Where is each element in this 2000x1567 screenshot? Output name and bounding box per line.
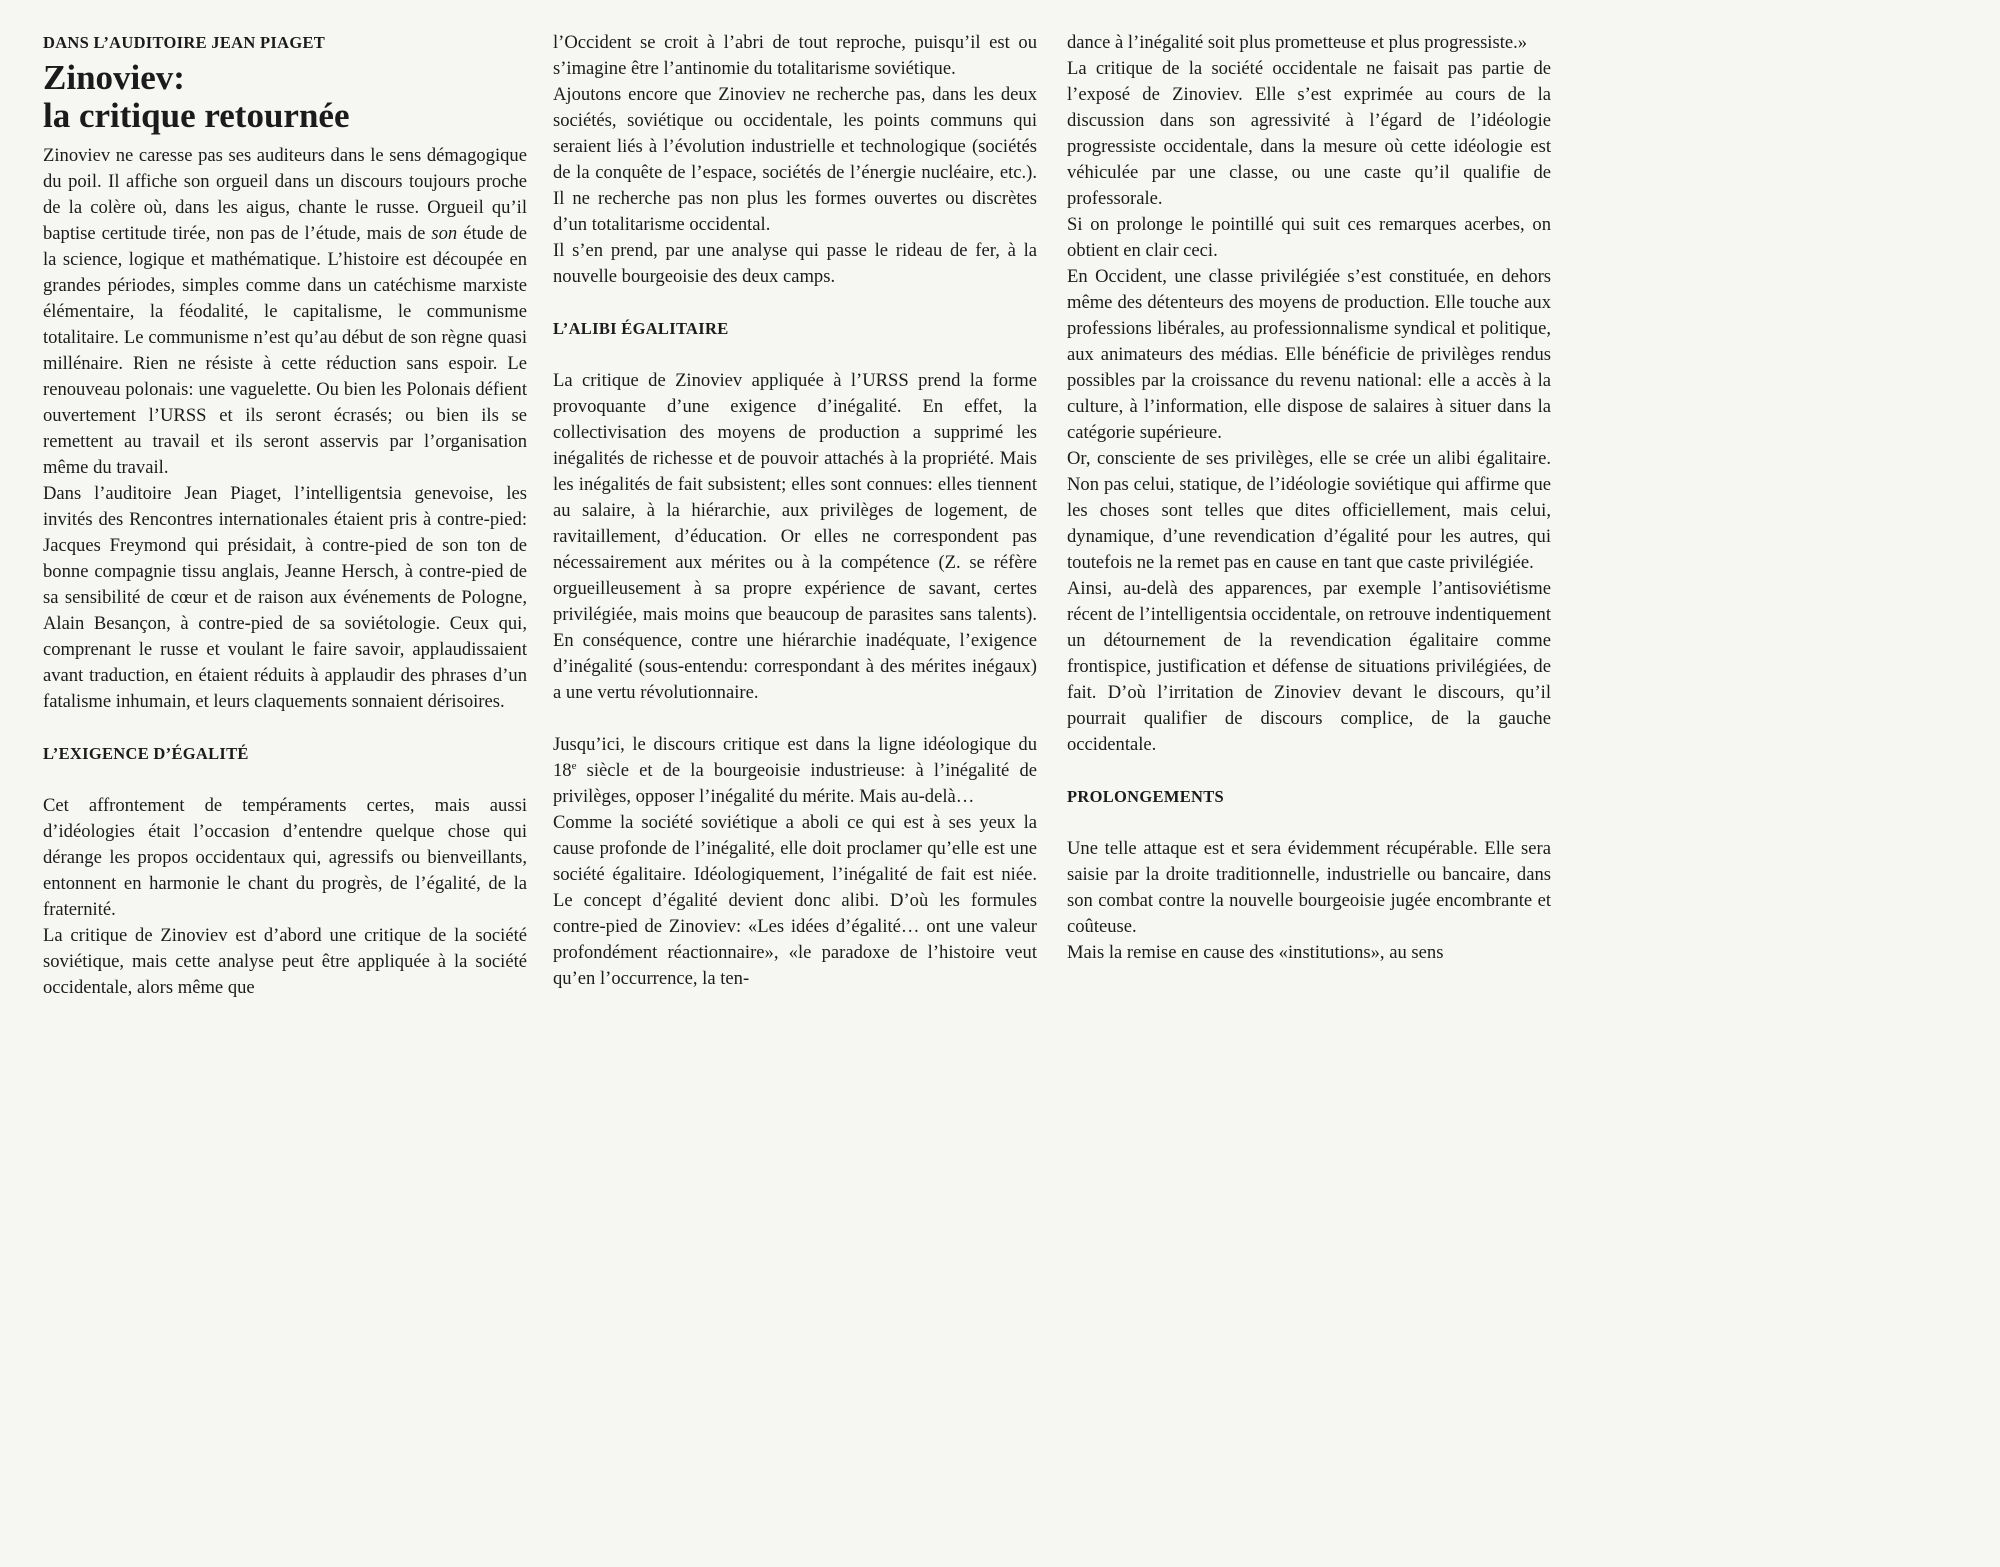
paragraph: l’Occident se croit à l’abri de tout reproche, puisqu’il est ou s’imagine être l’antinomie du totalitarisme soviétique.: [553, 32, 1037, 79]
paragraph: Une telle attaque est et sera évidemment récupérable. Elle sera saisie par la droite traditionnelle, industrielle ou bancaire, dans son combat contre la nouvelle bourgeoisie jugée encombrante et coûteuse.: [1067, 838, 1551, 937]
section-heading-alibi: L’ALIBI ÉGALITAIRE: [553, 319, 729, 338]
headline-line-1: Zinoviev:: [43, 58, 185, 97]
column-2: [553, 30, 1037, 992]
section-heading-prolongements: PROLONGEMENTS: [1067, 787, 1225, 806]
paragraph: Comme la société soviétique a aboli ce qui est à ses yeux la cause profonde de l’inégalité, elle doit proclamer qu’elle est une société égalitaire. Idéologiquement, l’inégalité de fait est niée. Le concept d’égalité devient donc alibi. D’où les formules contre-pied de Zinoviev: «Les idées d’égalité… ont une valeur profondément réactionnaire», «le paradoxe de l’histoire veut qu’en l’occurrence, la ten-: [553, 812, 1037, 989]
paragraph: [43, 143, 527, 481]
paragraph-text: étude de la science, logique et mathématique. L’histoire est découpée en grandes périodes, simples comme dans un catéchisme marxiste élémentaire, la féodalité, le capitalisme, le communisme totalitaire. Le communisme n’est qu’au début de son règne quasi millénaire. Rien ne résiste à cette réduction sans espoir. Le renouveau polonais: une vaguelette. Ou bien les Polonais défient ouvertement l’URSS et ils seront écrasés; ou bien ils se remettent au travail et ils seront asservis par l’organisation même du travail.: [43, 223, 527, 478]
headline-line-2: la critique retournée: [43, 96, 350, 135]
paragraph-text: Jusqu’ici, le discours critique est dans la ligne idéologique du 18: [553, 734, 1037, 781]
paragraph-text: siècle et de la bourgeoisie industrieuse: à l’inégalité de privilèges, opposer l’inégalité du mérite. Mais au-delà…: [553, 760, 1037, 807]
paragraph: La critique de Zinoviev est d’abord une critique de la société soviétique, mais cette analyse peut être appliquée à la société occidentale, alors même que: [43, 925, 527, 998]
paragraph: dance à l’inégalité soit plus prometteuse et plus progressiste.»: [1067, 32, 1528, 53]
paragraph: Mais la remise en cause des «institutions», au sens: [1067, 942, 1444, 963]
paragraph: La critique de la société occidentale ne faisait pas partie de l’exposé de Zinoviev. Elle s’est exprimée au cours de la discussion dans son agressivité à l’égard de l’idéologie progressiste occidentale, dans la mesure où cette idéologie est véhiculée par une classe, ou une caste qu’il qualifie de professorale.: [1067, 58, 1551, 209]
paragraph: Ainsi, au-delà des apparences, par exemple l’antisoviétisme récent de l’intelligentsia occidentale, on retrouve indentiquement un détournement de la revendication égalitaire comme frontispice, justification et défense de situations privilégiées, de fait. D’où l’irritation de Zinoviev devant le discours, qu’il pourrait qualifier de discours complice, de la gauche occidentale.: [1067, 578, 1551, 755]
paragraph: En Occident, une classe privilégiée s’est constituée, en dehors même des détenteurs des moyens de production. Elle touche aux professions libérales, au professionnalisme syndical et politique, aux animateurs des médias. Elle bénéficie de privilèges rendus possibles par la croissance du revenu national: elle a accès à la culture, à l’information, elle dispose de salaires à situer dans la catégorie supérieure.: [1067, 266, 1551, 443]
superscript-e: e: [571, 759, 577, 772]
paragraph: [553, 732, 1037, 810]
paragraph: La critique de Zinoviev appliquée à l’URSS prend la forme provoquante d’une exigence d’inégalité. En effet, la collectivisation des moyens de production a supprimé les inégalités de richesse et de pouvoir attachés à la propriété. Mais les inégalités de fait subsistent; elles sont connues: elles tiennent au salaire, à la hiérarchie, aux privilèges de logement, de ravitaillement, d’éducation. Or elles ne correspondent pas nécessairement aux mérites ou à la compétence (Z. se réfère orgueilleusement à sa propre expérience de savant, certes privilégiée, mais moins que beaucoup de parasites sans talents). En conséquence, contre une hiérarchie inadéquate, l’exigence d’inégalité (sous-entendu: correspondant à des mérites inégaux) a une vertu révolutionnaire.: [553, 370, 1037, 703]
section-heading-exigence: L’EXIGENCE D’ÉGALITÉ: [43, 744, 249, 763]
paragraph: Dans l’auditoire Jean Piaget, l’intelligentsia genevoise, les invités des Rencontres internationales étaient pris à contre-pied: Jacques Freymond qui présidait, à contre-pied de son ton de bonne compagnie tissu anglais, Jeanne Hersch, à contre-pied de sa sensibilité de cœur et de raison aux événements de Pologne, Alain Besançon, à contre-pied de sa soviétologie. Ceux qui, comprenant le russe et voulant le faire savoir, applaudissaient avant traduction, en étaient réduits à applaudir des phrases d’un fatalisme inhumain, et leurs claquements sonnaient dérisoires.: [43, 483, 527, 712]
emphasis-son: son: [431, 223, 458, 244]
paragraph: Or, consciente de ses privilèges, elle se crée un alibi égalitaire. Non pas celui, statique, de l’idéologie soviétique qui affirme que les choses sont telles que dites officiellement, mais celui, dynamique, d’une revendication d’égalité pour les autres, qui toutefois ne la remet pas en cause en tant que caste privilégiée.: [1067, 448, 1551, 573]
paragraph: Ajoutons encore que Zinoviev ne recherche pas, dans les deux sociétés, soviétique ou occidentale, les points communs qui seraient liés à l’évolution industrielle et technologique (sociétés de la conquête de l’espace, sociétés de l’énergie nucléaire, etc.). Il ne recherche pas non plus les formes ouvertes ou discrètes d’un totalitarisme occidental.: [553, 84, 1037, 235]
paragraph: Si on prolonge le pointillé qui suit ces remarques acerbes, on obtient en clair ceci.: [1067, 214, 1551, 261]
column-1: [43, 30, 527, 1001]
paragraph: Cet affrontement de tempéraments certes, mais aussi d’idéologies était l’occasion d’entendre quelque chose qui dérange les propos occidentaux qui, agressifs ou bienveillants, entonnent en harmonie le chant du progrès, de l’égalité, de la fraternité.: [43, 795, 527, 920]
paragraph-text: Zinoviev ne caresse pas ses auditeurs dans le sens démagogique du poil. Il affiche son orgueil dans un discours toujours proche de la colère où, dans les aigus, chante le russe. Orgueil qu’il baptise certitude tirée, non pas de l’étude, mais de: [43, 145, 527, 244]
article-kicker: DANS L’AUDITOIRE JEAN PIAGET: [43, 33, 326, 52]
article-headline: [43, 59, 527, 135]
column-3: [1067, 30, 1551, 966]
paragraph: Il s’en prend, par une analyse qui passe le rideau de fer, à la nouvelle bourgeoisie des deux camps.: [553, 240, 1037, 287]
